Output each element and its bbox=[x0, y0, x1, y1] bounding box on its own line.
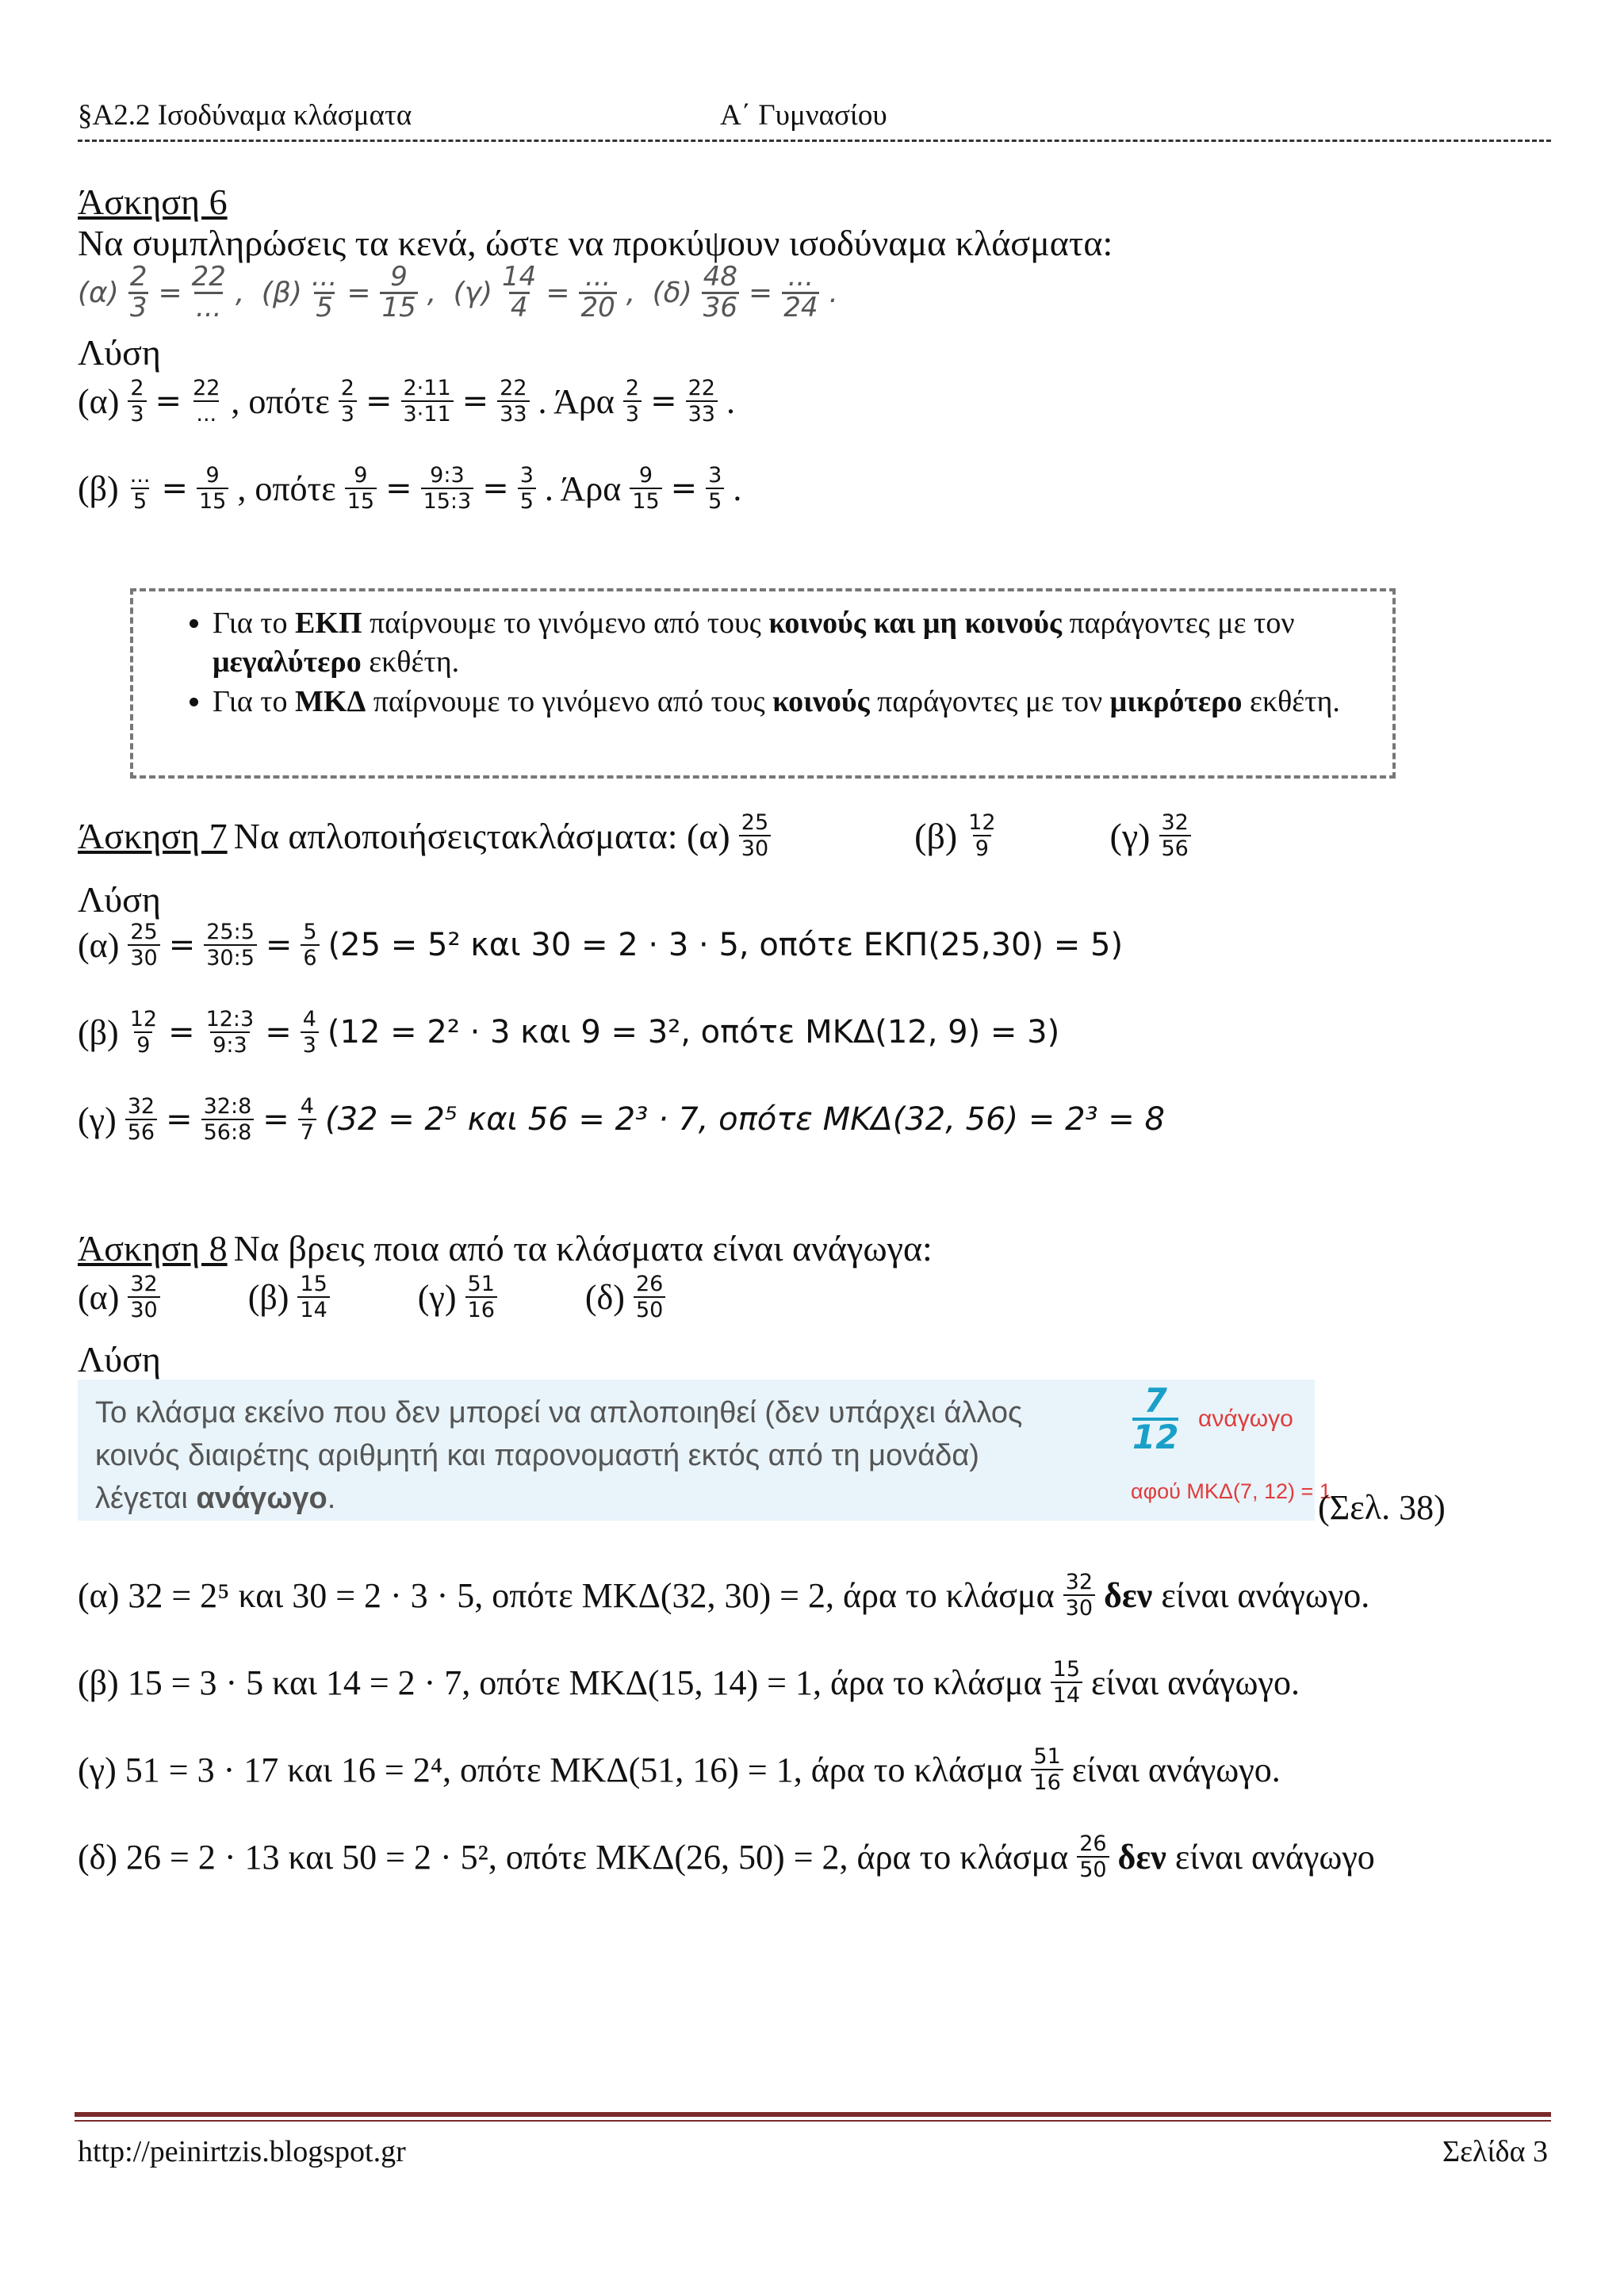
ex7-line-c: (γ) $\frac{32}{56}$ = $\frac{32:8}{56:8}$ = $\frac{4}{7}$ (32 = 2⁵ και 56 = 2³ · 7, οπότε ΜΚΔ(32, 56) = 2³ = 8 bbox=[78, 1094, 1165, 1146]
fraction: $\frac{9}{15}$ bbox=[197, 463, 228, 514]
ex6-line-b: (β) $\frac{...}{5}$ = $\frac{9}{15}$ , οπότε $\frac{9}{15}$ = $\frac{9:3}{15:3}$ = $\frac{3}{5}$ . Άρα $\frac{9}{15}$ = $\frac{3}{5}$ . bbox=[78, 463, 742, 515]
fraction: $\frac{32}{30}$ bbox=[1063, 1570, 1095, 1621]
fraction: $\frac{...}{5}$ bbox=[129, 463, 151, 515]
ex8-title: Άσκηση 8 bbox=[78, 1228, 228, 1269]
header-grade: Α΄ Γυμνασίου bbox=[720, 99, 887, 132]
fraction: $\frac{9}{15}$ bbox=[381, 261, 416, 323]
fraction: $\frac{2\cdot 11}{3\cdot 11}$ bbox=[401, 376, 454, 427]
fraction: $\frac{4}{7}$ bbox=[298, 1094, 316, 1145]
footer-rule-thin bbox=[75, 2120, 1551, 2122]
ex6-prompt: Να συμπληρώσεις τα κενά, ώστε να προκύψουν ισοδύναμα κλάσματα: bbox=[78, 223, 1113, 263]
fraction: $\frac{...}{24}$ bbox=[783, 261, 818, 323]
fraction: $\frac{22}{...}$ bbox=[191, 261, 226, 323]
fraction: $\frac{22}{33}$ bbox=[686, 376, 718, 427]
ex8-prompt: Να βρεις ποια από τα κλάσματα είναι ανάγωγα: bbox=[233, 1228, 933, 1269]
fraction: $\frac{32}{56}$ bbox=[125, 1094, 157, 1145]
ex6-title: Άσκηση 6 bbox=[78, 182, 228, 222]
fraction: $\frac{...}{5}$ bbox=[311, 261, 338, 323]
fraction: $\frac{9}{15}$ bbox=[345, 463, 377, 514]
fraction: $\frac{12}{9}$ bbox=[968, 810, 996, 862]
given-label: (δ) bbox=[652, 276, 692, 309]
footer-rule bbox=[75, 2112, 1551, 2117]
fraction: $\frac{32}{30}$ bbox=[128, 1272, 159, 1322]
ex7-title: Άσκηση 7 bbox=[78, 815, 228, 856]
fraction: $\frac{15}{14}$ bbox=[1051, 1657, 1082, 1708]
given-label: (β) bbox=[261, 276, 302, 309]
fraction: $\frac{5}{6}$ bbox=[301, 920, 319, 970]
ex8-solution-label: Λύση bbox=[78, 1339, 161, 1380]
fraction: $\frac{15}{14}$ bbox=[297, 1272, 329, 1322]
example-caption: αφού ΜΚΔ(7, 12) = 1 bbox=[1131, 1479, 1331, 1503]
ex8-solution-a: (α) 32 = 2⁵ και 30 = 2 · 3 · 5, οπότε ΜΚΔ(32, 30) = 2, άρα το κλάσμα $\frac{32}{30}$ δεν είναι ανάγωγο. bbox=[78, 1570, 1370, 1621]
note-box bbox=[130, 588, 1396, 779]
fraction: $\frac{14}{4}$ bbox=[502, 261, 537, 323]
fraction: $\frac{22}{...}$ bbox=[193, 376, 220, 427]
example-label: ανάγωγο bbox=[1198, 1406, 1293, 1432]
definition-example bbox=[1131, 1381, 1331, 1503]
fraction: $\frac{4}{3}$ bbox=[301, 1007, 319, 1058]
fraction: $\frac{12:3}{9:3}$ bbox=[205, 1007, 255, 1058]
fraction: $\frac{12}{9}$ bbox=[129, 1007, 158, 1058]
fraction: $\frac{32:8}{56:8}$ bbox=[201, 1094, 255, 1145]
fraction: $\frac{26}{50}$ bbox=[1077, 1831, 1109, 1882]
fraction: $\frac{25}{30}$ bbox=[739, 810, 771, 861]
given-label: (α) bbox=[78, 276, 119, 309]
example-fraction: $\frac{7}{12}$ bbox=[1132, 1381, 1179, 1456]
ex7-heading: Άσκηση 7 Να απλοποιήσειςτακλάσματα: (α) $\frac{25}{30}$ (β) $\frac{12}{9}$ (γ) $\frac{32}{56}$ bbox=[78, 810, 1193, 861]
ex7-line-b: (β) $\frac{12}{9}$ = $\frac{12:3}{9:3}$ = $\frac{4}{3}$ (12 = 2² · 3 και 9 = 3², οπότε ΜΚΔ(12, 9) = 3) bbox=[78, 1007, 1060, 1058]
footer-page-number: Σελίδα 3 bbox=[1442, 2135, 1548, 2168]
fraction: $\frac{3}{5}$ bbox=[706, 463, 724, 514]
fraction: $\frac{2}{3}$ bbox=[339, 376, 357, 427]
fraction: $\frac{51}{16}$ bbox=[465, 1272, 497, 1322]
definition-text: Το κλάσμα εκείνο που δεν μπορεί να απλοποιηθεί (δεν υπάρχει άλλος κοινός διαιρέτης αριθμητή και παρονομαστή εκτός από τη μονάδα) λέγεται ανάγωγο. bbox=[95, 1396, 1023, 1515]
definition-box bbox=[78, 1380, 1331, 1521]
page-header bbox=[78, 94, 1551, 142]
ex8-solution-c: (γ) 51 = 3 · 17 και 16 = 2⁴, οπότε ΜΚΔ(51, 16) = 1, άρα το κλάσμα $\frac{51}{16}$ είναι ανάγωγο. bbox=[78, 1744, 1281, 1796]
fraction: $\frac{32}{56}$ bbox=[1159, 810, 1191, 861]
fraction: $\frac{2}{3}$ bbox=[623, 376, 642, 427]
ex8-solution-b: (β) 15 = 3 · 5 και 14 = 2 · 7, οπότε ΜΚΔ(15, 14) = 1, άρα το κλάσμα $\frac{15}{14}$ είναι ανάγωγο. bbox=[78, 1657, 1300, 1709]
ex8-solution-d: (δ) 26 = 2 · 13 και 50 = 2 · 5², οπότε ΜΚΔ(26, 50) = 2, άρα το κλάσμα $\frac{26}{50}$ δεν είναι ανάγωγο bbox=[78, 1831, 1375, 1883]
fraction: $\frac{26}{50}$ bbox=[634, 1272, 665, 1322]
ex7-line-a: (α) $\frac{25}{30}$ = $\frac{25:5}{30:5}$ = $\frac{5}{6}$ (25 = 5² και 30 = 2 · 3 · 5, οπότε ΕΚΠ(25,30) = 5) bbox=[78, 920, 1124, 971]
fraction: $\frac{25}{30}$ bbox=[128, 920, 159, 970]
item-label: (β) bbox=[78, 469, 119, 508]
note-bullet-mkd: • Για το ΜΚΔ παίρνουμε το γινόμενο από τους κοινούς παράγοντες με τον μικρότερο εκθέτη. bbox=[213, 683, 1392, 721]
ex6-solution-label: Λύση bbox=[78, 332, 161, 373]
given-label: (γ) bbox=[453, 276, 493, 309]
item-label: (α) bbox=[78, 381, 120, 421]
fraction: $\frac{22}{33}$ bbox=[497, 376, 529, 427]
fraction: $\frac{2}{3}$ bbox=[128, 376, 146, 427]
note-bullet-ekp: • Για το ΕΚΠ παίρνουμε το γινόμενο από τους κοινούς και μη κοινούς παράγοντες με τον μεγαλύτερο εκθέτη. bbox=[213, 604, 1392, 681]
fraction: $\frac{9:3}{15:3}$ bbox=[421, 463, 474, 514]
ex6-given-fractions: (α) $\frac{2}{3}$ = $\frac{22}{...}$ , (β) $\frac{...}{5}$ = $\frac{9}{15}$ , (γ) $\frac{14}{4}$ = $\frac{...}{20}$ , (δ) $\frac{48}{36}$ = $\frac{...}{24}$ . bbox=[78, 261, 838, 323]
fraction: $\frac{25:5}{30:5}$ bbox=[204, 920, 257, 970]
fraction: $\frac{3}{5}$ bbox=[518, 463, 536, 514]
footer-url[interactable]: http://peinirtzis.blogspot.gr bbox=[78, 2135, 406, 2168]
fraction: $\frac{51}{16}$ bbox=[1031, 1744, 1063, 1795]
fraction: $\frac{48}{36}$ bbox=[703, 261, 738, 323]
header-section-title: §Α2.2 Ισοδύναμα κλάσματα bbox=[78, 99, 412, 132]
ex8-items: (α) $\frac{32}{30}$ (β) $\frac{15}{14}$ (γ) $\frac{51}{16}$ (δ) $\frac{26}{50}$ bbox=[78, 1272, 668, 1322]
fraction: $\frac{9}{15}$ bbox=[630, 463, 661, 514]
ex7-prompt: Να απλοποιήσειςτακλάσματα: (α) bbox=[233, 815, 730, 856]
ex8-heading bbox=[78, 1227, 933, 1269]
ex7-solution-label: Λύση bbox=[78, 879, 161, 920]
fraction: $\frac{2}{3}$ bbox=[129, 261, 147, 323]
fraction: $\frac{...}{20}$ bbox=[580, 261, 615, 323]
ex6-line-a: (α) $\frac{2}{3}$ = $\frac{22}{...}$ , οπότε $\frac{2}{3}$ = $\frac{2\cdot 11}{3\cdot 11}$ = $\frac{22}{33}$ . Άρα $\frac{2}{3}$ = $\frac{22}{33}$ . bbox=[78, 376, 735, 427]
page-reference: (Σελ. 38) bbox=[1318, 1488, 1446, 1527]
